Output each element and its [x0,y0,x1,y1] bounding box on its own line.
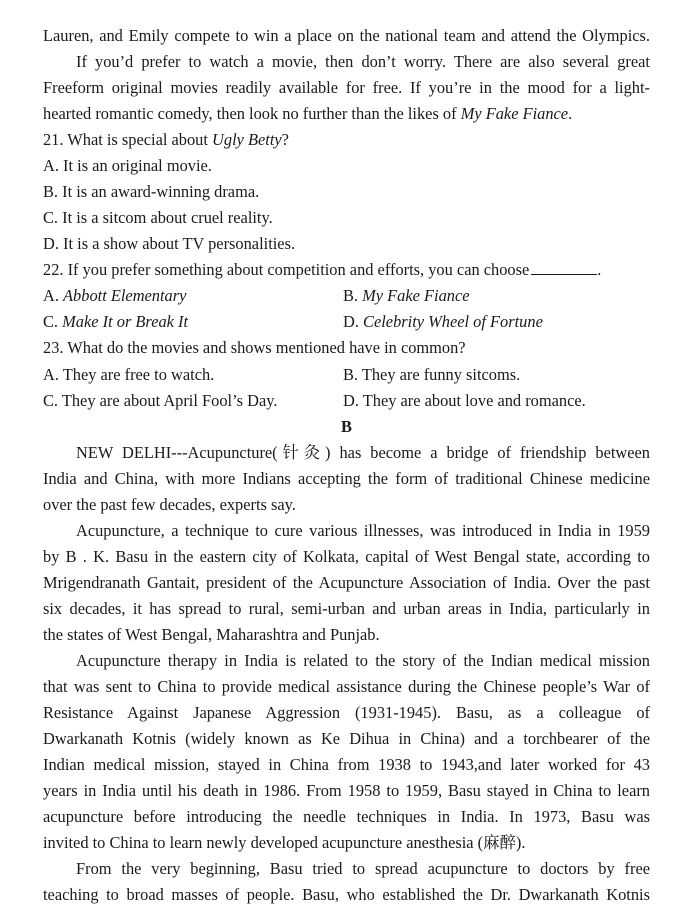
question-21-option-c: C. It is a sitcom about cruel reality. [43,208,273,227]
question-22-option-d: D. Celebrity Wheel of Fortune [343,312,543,331]
passage-b-paragraph-line: Acupuncture, a technique to cure various illnesses, was introduced in India in 1959 [76,521,650,540]
movie-title: My Fake Fiance [460,104,569,123]
passage-a-paragraph-line: Freeform original movies readily available for free. If you’re in the mood for a light- [43,78,650,97]
question-23-options-row-1 [43,365,650,387]
question-23-option-d: D. They are about love and romance. [343,391,586,410]
passage-b-paragraph-line: India and China, with more Indians accepting the form of traditional Chinese medicine [43,469,650,488]
question-22-option-b: B. My Fake Fiance [343,286,470,305]
passage-b-paragraph-line: six decades, it has spread to rural, semi-urban and urban areas in India, particularly in [43,599,650,618]
passage-b-paragraph-line: acupuncture before introducing the needle techniques in India. In 1973, Basu was [43,807,650,826]
question-23-option-c: C. They are about April Fool’s Day. [43,391,278,410]
question-21-option-a: A. It is an original movie. [43,156,212,175]
question-23-option-a: A. They are free to watch. [43,365,215,384]
question-23-options-row-2 [43,391,650,413]
passage-b-paragraph-line: Resistance Against Japanese Aggression (1931-1945). Basu, as a colleague of [43,703,650,722]
passage-b-paragraph-line: Dwarkanath Kotnis (widely known as Ke Dihua in China) and a torchbearer of the [43,729,650,748]
question-23-option-b: B. They are funny sitcoms. [343,365,521,384]
passage-b-paragraph-line: years in India until his death in 1986. From 1958 to 1959, Basu stayed in China to learn [43,781,650,800]
passage-a-paragraph-line: If you’d prefer to watch a movie, then don’t worry. There are also several great [76,52,650,71]
show-title: Ugly Betty [212,130,282,149]
question-21-option-d: D. It is a show about TV personalities. [43,234,296,253]
passage-b-paragraph-line: invited to China to learn newly developed acupuncture anesthesia (麻醉). [43,833,526,852]
passage-b-paragraph-line: Mrigendranath Gantait, president of the Acupuncture Association of India. Over the past [43,573,650,592]
question-22-stem: 22. If you prefer something about competition and efforts, you can choose . [43,260,602,279]
passage-b-paragraph-line: Indian medical mission, stayed in China from 1938 to 1943,and later worked for 43 [43,755,650,774]
passage-b-paragraph-line: teaching to broad masses of people. Basu, who established the Dr. Dwarkanath Kotnis [43,885,650,904]
question-23-stem: 23. What do the movies and shows mentioned have in common? [43,338,466,357]
passage-b-paragraph-line: NEW DELHI---Acupuncture(针灸) has become a bridge of friendship between [76,443,650,462]
question-22-options-row-2 [43,312,650,334]
passage-b-paragraph-line: by B . K. Basu in the eastern city of Kolkata, capital of West Bengal state, according to [43,547,650,566]
question-21-option-b: B. It is an award-winning drama. [43,182,260,201]
question-21-stem: 21. What is special about Ugly Betty? [43,130,289,149]
passage-b-paragraph-line: that was sent to China to provide medical assistance during the Chinese people’s War of [43,677,650,696]
passage-b-paragraph-line: the states of West Bengal, Maharashtra and Punjab. [43,625,380,644]
passage-b-paragraph-line: From the very beginning, Basu tried to spread acupuncture to doctors by free [76,859,650,878]
passage-b-paragraph-line: over the past few decades, experts say. [43,495,296,514]
question-22-option-a: A. Abbott Elementary [43,286,187,305]
question-22-options-row-1 [43,286,650,308]
section-heading-b: B [341,417,352,436]
passage-a-line: Lauren, and Emily compete to win a place on the national team and attend the Olympics. [43,26,650,45]
passage-a-paragraph-line: hearted romantic comedy, then look no further than the likes of My Fake Fiance. [43,104,573,123]
passage-b-paragraph-line: Acupuncture therapy in India is related to the story of the Indian medical mission [76,651,650,670]
question-22-option-c: C. Make It or Break It [43,312,189,331]
answer-blank [531,260,597,275]
